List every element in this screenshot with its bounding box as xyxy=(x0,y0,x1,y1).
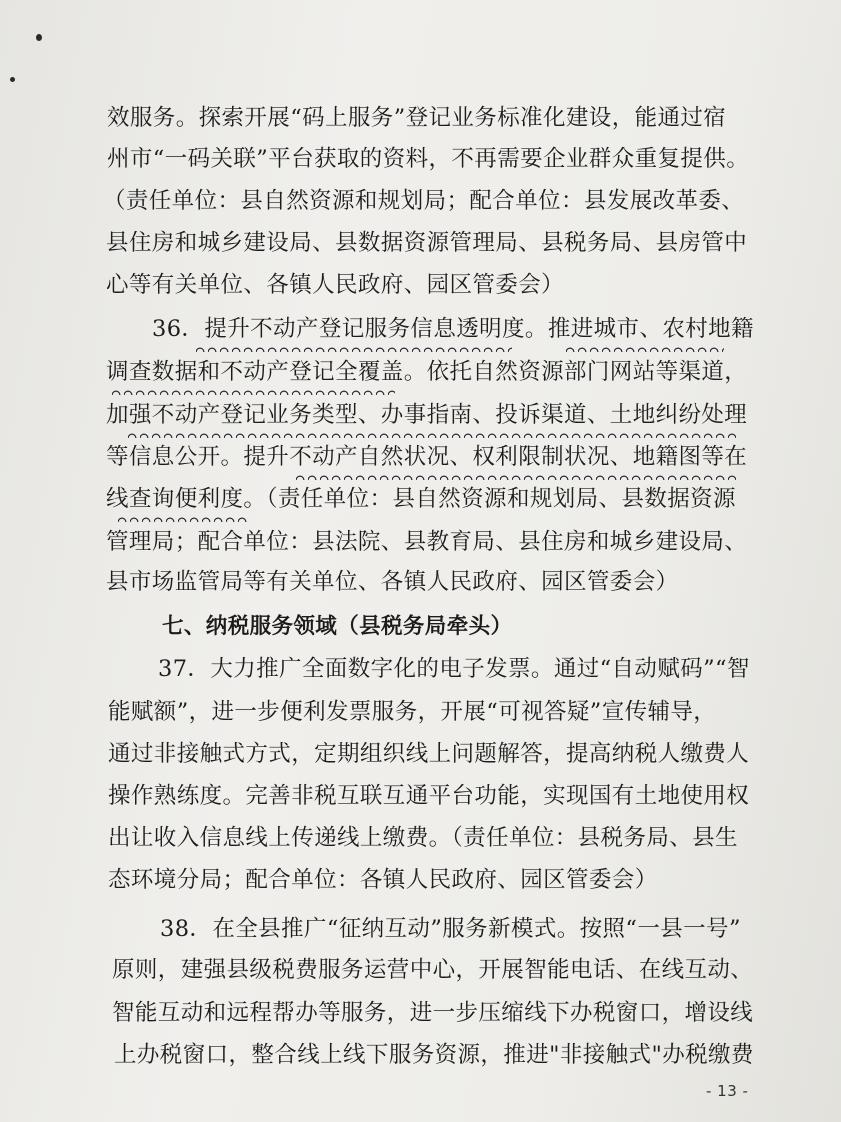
item-36-heading-line: 36．提升不动产登记服务信息透明度。推进城市、农村地籍 xyxy=(152,316,754,342)
text-line: 县市场监管局等有关单位、各镇人民政府、园区管委会） xyxy=(106,569,679,595)
text-line: 州市“一码关联”平台获取的资料，不再需要企业群众重复提供。 xyxy=(107,146,750,172)
text-line: 智能互动和远程帮办等服务，进一步压缩线下办税窗口，增设线 xyxy=(112,1000,754,1026)
text-line: 原则，建强县级税费服务运营中心，开展智能电话、在线互动、 xyxy=(112,957,754,983)
text-line: 上办税窗口，整合线上线下服务资源，推进"非接触式"办税缴费 xyxy=(114,1042,754,1068)
section-heading: 七、纳税服务领域（县税务局牵头） xyxy=(162,614,513,639)
ink-dot xyxy=(36,34,42,41)
text-line: 县住房和城乡建设局、县数据资源管理局、县税务局、县房管中 xyxy=(106,230,748,256)
text-line: 效服务。探索开展“码上服务”登记业务标准化建设，能通过宿 xyxy=(107,105,727,131)
handwritten-underline xyxy=(196,344,512,352)
text-line: 心等有关单位、各镇人民政府、园区管委会） xyxy=(106,272,565,298)
text-line: 38．在全县推广“征纳互动”服务新模式。按照“一县一号” xyxy=(160,916,741,942)
text-line: （责任单位：县自然资源和规划局；配合单位：县发展改革委、 xyxy=(103,188,745,214)
text-line: 态环境分局；配合单位：各镇人民政府、园区管委会） xyxy=(108,867,658,893)
text-line: 出让收入信息线上传递线上缴费。（责任单位：县税务局、县生 xyxy=(108,825,738,851)
text-line: 管理局；配合单位：县法院、县教育局、县住房和城乡建设局、 xyxy=(106,529,748,555)
text-line: 等信息公开。提升不动产自然状况、权利限制状况、地籍图等在 xyxy=(106,444,748,470)
text-line: 能赋额”，进一步便利发票服务，开展“可视答疑”宣传辅导， xyxy=(108,699,717,725)
text-line: 线查询便利度。（责任单位：县自然资源和规划局、县数据资源 xyxy=(106,486,736,512)
text-line: 调查数据和不动产登记全覆盖。依托自然资源部门网站等渠道， xyxy=(106,359,748,385)
text-line: 通过非接触式方式，定期组织线上问题解答，提高纳税人缴费人 xyxy=(108,741,750,767)
handwritten-underline xyxy=(118,514,248,522)
handwritten-underline xyxy=(566,344,724,352)
ink-dot xyxy=(10,77,15,82)
text-line: 37．大力推广全面数字化的电子发票。通过“自动赋码”“智 xyxy=(158,656,750,682)
page-number: - 13 - xyxy=(706,1082,749,1100)
handwritten-underline xyxy=(128,430,736,438)
text-line: 加强不动产登记业务类型、办事指南、投诉渠道、土地纠纷处理 xyxy=(106,402,748,428)
handwritten-underline xyxy=(112,387,395,395)
handwritten-underline xyxy=(296,472,736,480)
text-line: 操作熟练度。完善非税互联互通平台功能，实现国有土地使用权 xyxy=(108,783,750,809)
